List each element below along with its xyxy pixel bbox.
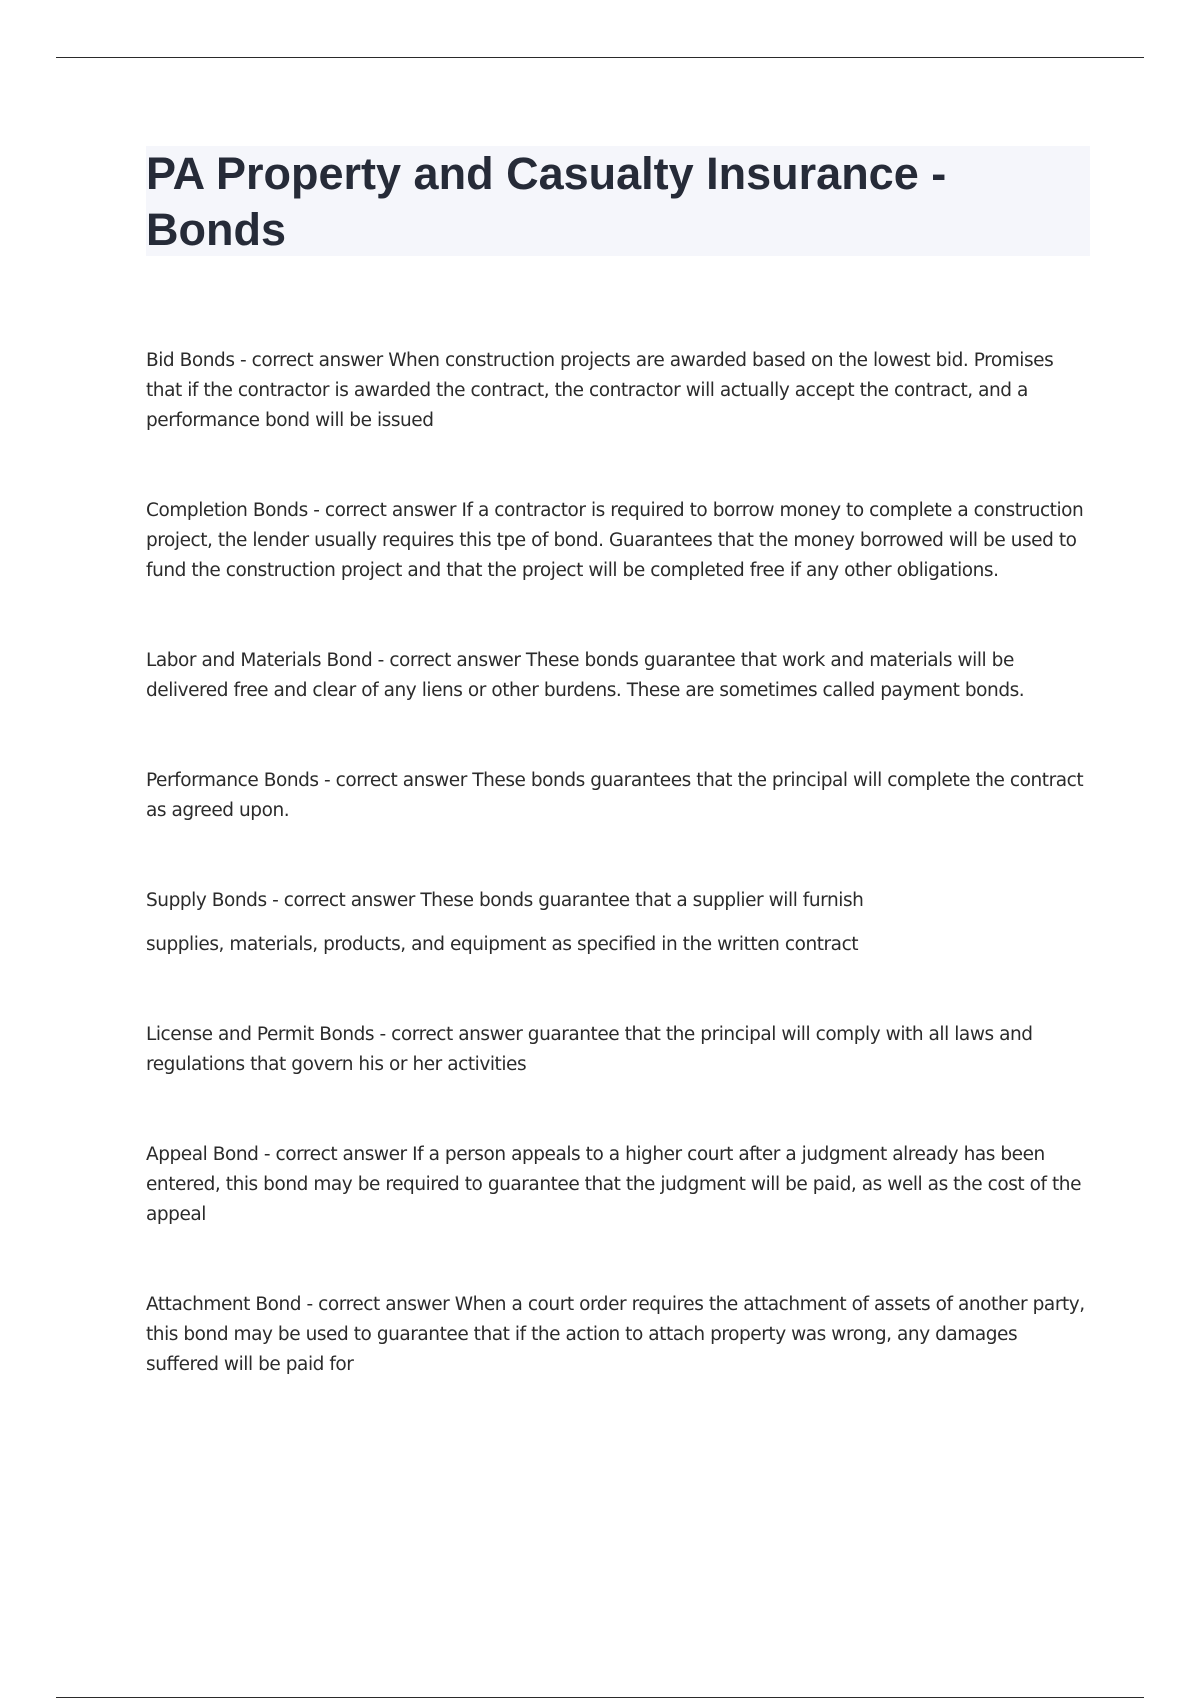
top-divider <box>56 57 1144 58</box>
supply-bonds-line-2: supplies, materials, products, and equipment as specified in the written contract <box>146 934 859 955</box>
flashcard-attachment-bond: Attachment Bond - correct answer When a court order requires the attachment of assets of another party, this bond may be used to guarantee that if the action to attach property was wrong, any damages suffered will be paid for <box>146 1294 1085 1375</box>
flashcard-supply-bonds <box>146 886 1090 960</box>
flashcard-bid-bonds: Bid Bonds - correct answer When construction projects are awarded based on the lowest bid. Promises that if the contractor is awarded the contract, the contractor will actually accept the contract, and a performance bond will be issued <box>146 350 1054 431</box>
title-banner <box>146 146 1090 256</box>
bottom-divider <box>56 1697 1144 1698</box>
flashcard-performance-bonds: Performance Bonds - correct answer These bonds guarantees that the principal will complete the contract as agreed upon. <box>146 770 1084 821</box>
flashcard-completion-bonds: Completion Bonds - correct answer If a contractor is required to borrow money to complete a construction project, the lender usually requires this tpe of bond. Guarantees that the money borrowed will be used to fund the construction project and that the project will be completed free if any other obligations. <box>146 500 1084 581</box>
supply-bonds-line-1: Supply Bonds - correct answer These bonds guarantee that a supplier will furnish <box>146 890 864 911</box>
page-title: PA Property and Casualty Insurance - Bonds <box>146 148 947 255</box>
flashcard-license-permit-bonds: License and Permit Bonds - correct answer guarantee that the principal will comply with all laws and regulations that govern his or her activities <box>146 1024 1033 1075</box>
flashcard-list <box>146 346 1090 1380</box>
flashcard-appeal-bond: Appeal Bond - correct answer If a person appeals to a higher court after a judgment already has been entered, this bond may be required to guarantee that the judgment will be paid, as well as the cost of the appeal <box>146 1144 1082 1225</box>
flashcard-labor-materials-bond: Labor and Materials Bond - correct answer These bonds guarantee that work and materials will be delivered free and clear of any liens or other burdens. These are sometimes called payment bonds. <box>146 650 1025 701</box>
